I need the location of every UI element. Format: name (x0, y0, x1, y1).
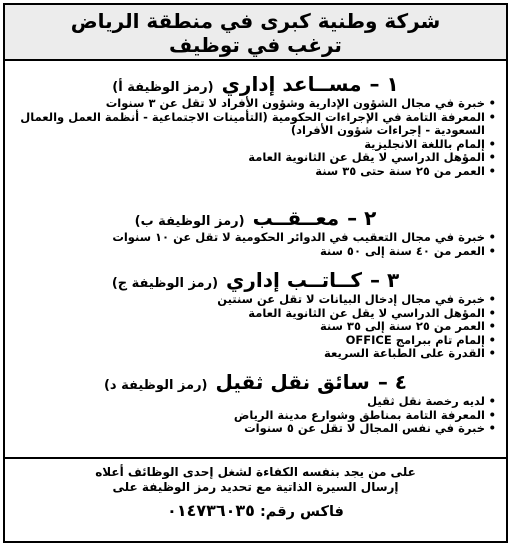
job-number: ٢ – (347, 206, 377, 230)
job-section-a (5, 71, 506, 178)
hiring-headline: ترغب في توظيف (169, 33, 342, 57)
job-title-row (5, 369, 506, 395)
application-footer (5, 457, 506, 541)
requirements-list (5, 293, 506, 361)
requirement-item: • المعرفة التامة بمناطق وشوارع مدينة الرياض (13, 409, 496, 423)
requirement-item: • العمر من ٢٥ سنة حتى ٣٥ سنة (13, 165, 496, 179)
job-code: (رمز الوظيفة ج) (111, 276, 219, 291)
requirement-item: • القدرة على الطباعة السريعة (13, 347, 496, 361)
requirement-item: • خبرة في نفس المجال لا تقل عن ٥ سنوات (13, 422, 496, 436)
requirement-item: • المعرفة التامة في الإجراءات الحكومية (التأمينات الاجتماعية - أنظمة العمل والعمال السعودية - إجراءات شؤون الأفراد) (13, 111, 496, 138)
requirements-list (5, 97, 506, 178)
requirement-item: • المؤهل الدراسي لا يقل عن الثانوية العامة (13, 307, 496, 321)
requirement-item: • خبرة في مجال إدخال البيانات لا تقل عن سنتين (13, 293, 496, 307)
job-title-row (5, 71, 506, 97)
job-number: ١ – (369, 72, 399, 96)
fax-contact (5, 501, 506, 520)
requirement-item: • المؤهل الدراسي لا يقل عن الثانوية العامة (13, 151, 496, 165)
job-number: ٣ – (369, 268, 400, 292)
footer-line-1: على من يجد بنفسه الكفاءة لشغل إحدى الوظائف أعلاه (95, 465, 416, 479)
job-section-b (5, 205, 506, 258)
job-code: (رمز الوظيفة د) (103, 378, 208, 393)
requirement-item: • لديه رخصة نقل ثقيل (13, 395, 496, 409)
requirements-list (5, 395, 506, 436)
job-number: ٤ – (377, 370, 408, 394)
job-section-c (5, 267, 506, 361)
requirement-item: • خبرة في مجال التعقيب في الدوائر الحكومية لا تقل عن ١٠ سنوات (13, 231, 496, 245)
requirement-item: • إلمام تام ببرامج OFFICE (13, 334, 496, 348)
ad-header (5, 5, 506, 61)
footer-line-2: إرسال السيرة الذاتية مع تحديد رمز الوظيفة على (112, 480, 399, 494)
job-title: سائق نقل ثقيل (215, 370, 370, 394)
requirements-list (5, 231, 506, 258)
company-headline: شركة وطنية كبرى في منطقة الرياض (70, 9, 441, 33)
job-title-row (5, 205, 506, 231)
requirement-item: • إلمام باللغة الانجليزية (13, 138, 496, 152)
job-title-row (5, 267, 506, 293)
fax-label: فاكس رقم: (260, 504, 344, 520)
job-title: معــقــب (252, 206, 340, 230)
job-title: كــاتــب إداري (226, 268, 362, 292)
job-title: مســاعد إداري (221, 72, 362, 96)
job-code: (رمز الوظيفة أ) (112, 80, 214, 95)
job-section-d (5, 369, 506, 436)
requirement-item: • خبرة في مجال الشؤون الإدارية وشؤون الأفراد لا تقل عن ٣ سنوات (13, 97, 496, 111)
fax-number: ٠١٤٧٣٦٠٣٥ (167, 501, 255, 520)
job-code: (رمز الوظيفة ب) (134, 214, 245, 229)
requirement-item: • العمر من ٤٠ سنة إلى ٥٠ سنة (13, 245, 496, 259)
job-advertisement (3, 3, 508, 543)
requirement-item: • العمر من ٢٥ سنة إلى ٣٥ سنة (13, 320, 496, 334)
